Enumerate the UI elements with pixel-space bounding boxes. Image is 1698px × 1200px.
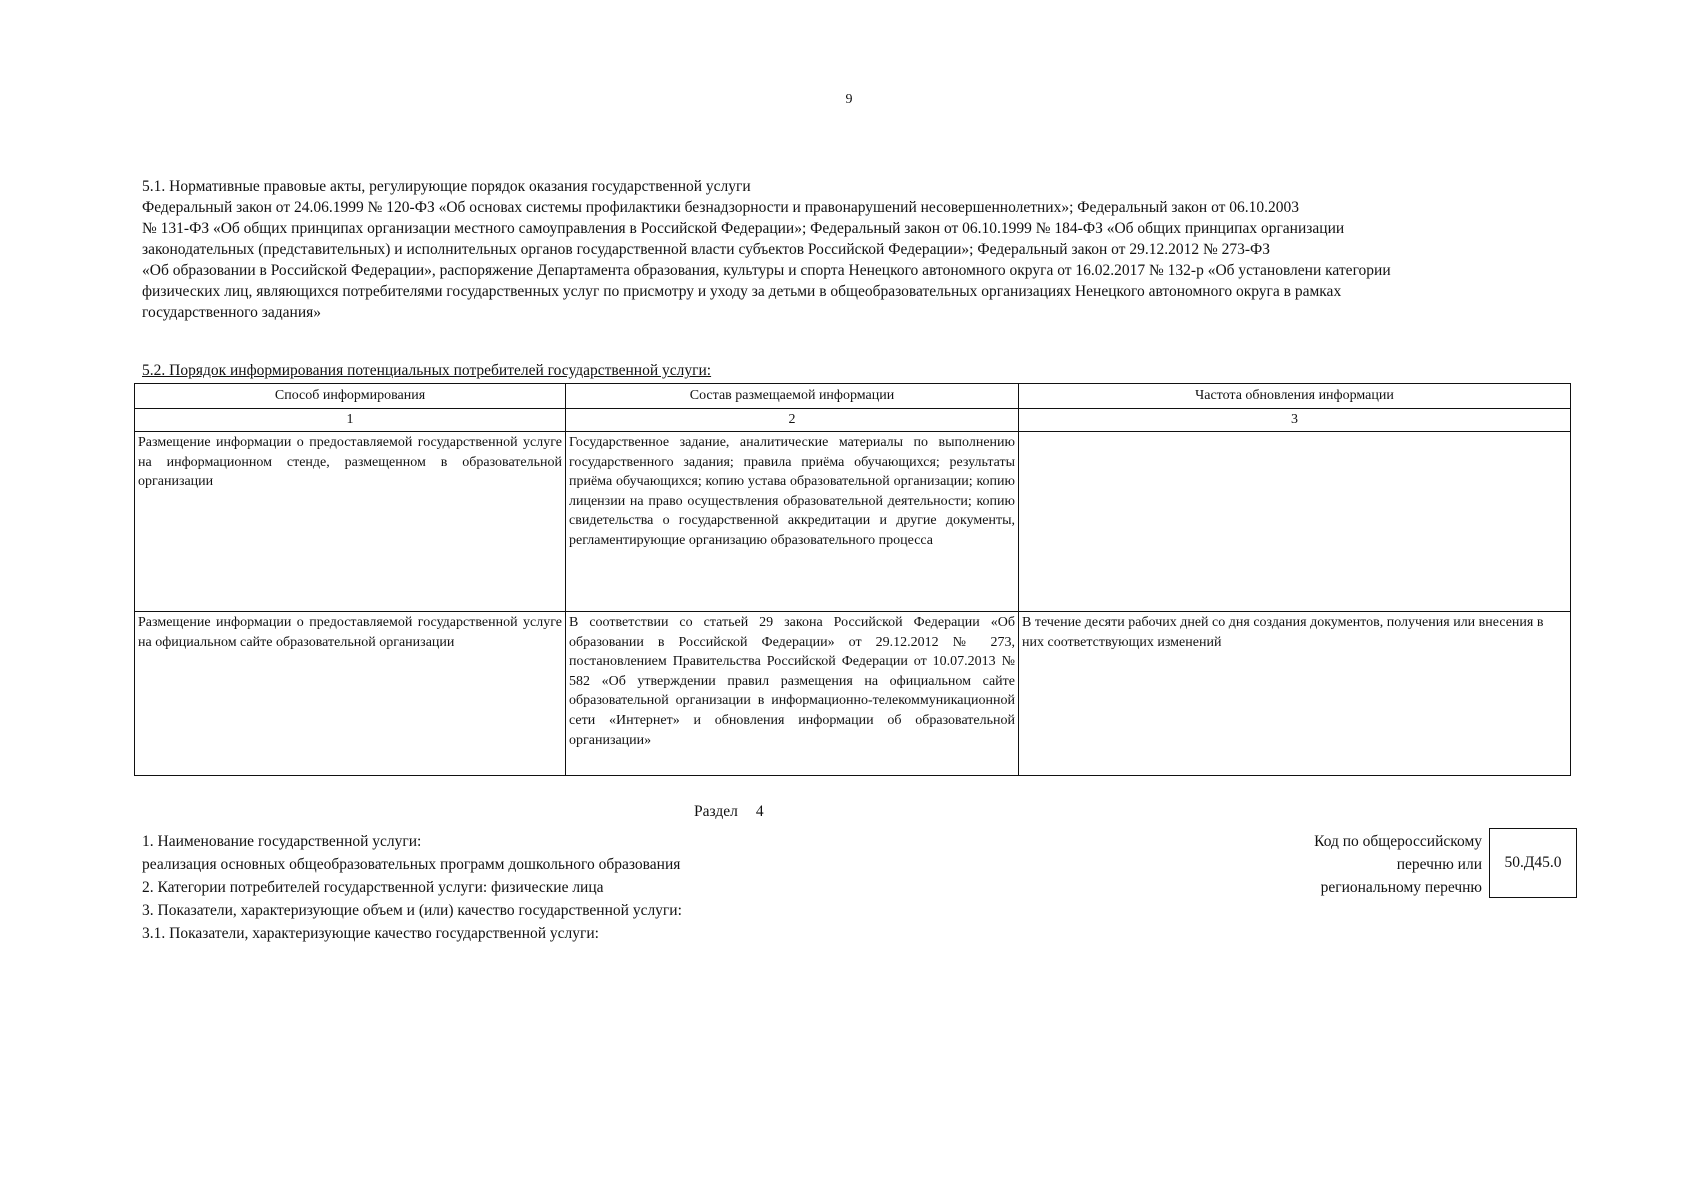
cell-method: Размещение информации о предоставляемой государственной услуге на информационном стенде, размещенном в образовательной организации [135, 432, 566, 612]
section-heading-number: 4 [755, 803, 764, 820]
registry-code-label-line: Код по общероссийскому [1314, 833, 1482, 850]
registry-code-label-line: перечню или [1396, 856, 1482, 873]
registry-code-label-line: региональному перечню [1320, 879, 1482, 896]
service-name-value: реализация основных общеобразовательных программ дошкольного образования [142, 856, 681, 873]
section-5-1 [142, 176, 1582, 323]
registry-code-box: 50.Д45.0 [1489, 828, 1577, 898]
table-row [135, 612, 1571, 776]
consumer-categories: 2. Категории потребителей государственной услуги: физические лица [142, 879, 604, 896]
section-heading-label: Раздел [694, 803, 738, 820]
page-number: 9 [845, 92, 853, 107]
quality-indicators-heading: 3.1. Показатели, характеризующие качество государственной услуги: [142, 925, 599, 942]
cell-frequency: В течение десяти рабочих дней со дня создания документов, получения или внесения в них соответствующих изменений [1019, 612, 1571, 776]
table-header-row [135, 384, 1571, 409]
header-frequency: Частота обновления информации [1019, 384, 1571, 409]
section-5-1-line: «Об образовании в Российской Федерации», распоряжение Департамента образования, культуры и спорта Ненецкого автономного округа от 16.02.2017 № 132-р «Об установлени категории [142, 262, 1391, 279]
cell-content: В соответствии со статьей 29 закона Российской Федерации «Об образовании в Российской Федерации» от 29.12.2012 № 273, постановлением Правительства Российской Федерации от 10.07.2013 № 582 «Об утверждении правил размещения на официальном сайте образовательной организации в информационно-телекоммуникационной сети «Интернет» и обновления информации об образовательной организации» [566, 612, 1019, 776]
section-5-1-title: 5.1. Нормативные правовые акты, регулирующие порядок оказания государственной услуги [142, 178, 751, 195]
service-name-label: 1. Наименование государственной услуги: [142, 833, 422, 850]
header-content: Состав размещаемой информации [566, 384, 1019, 409]
cell-frequency [1019, 432, 1571, 612]
table-number-row [135, 409, 1571, 432]
section-5-1-line: № 131-ФЗ «Об общих принципах организации местного самоуправления в Российской Федерации»; Федеральный закон от 06.10.1999 № 184-ФЗ «Об общих принципах организации [142, 220, 1345, 237]
section-5-2-title: 5.2. Порядок информирования потенциальных потребителей государственной услуги: [142, 362, 712, 379]
information-table [134, 383, 1571, 776]
cell-method: Размещение информации о предоставляемой государственной услуге на официальном сайте образовательной организации [135, 612, 566, 776]
section-4-body [142, 830, 682, 945]
header-method: Способ информирования [135, 384, 566, 409]
column-number: 1 [135, 409, 566, 432]
table-row [135, 432, 1571, 612]
section-5-1-line: физических лиц, являющихся потребителями государственных услуг по присмотру и уходу за детьми в общеобразовательных организациях Ненецкого автономного округа в рамках [142, 283, 1342, 300]
registry-code-label [1200, 830, 1482, 899]
section-5-1-line: государственного задания» [142, 304, 322, 321]
cell-content: Государственное задание, аналитические материалы по выполнению государственного задания; правила приёма обучающихся; результаты приёма обучающихся; копию устава образовательной организации; копию лицензии на право осуществления образовательной деятельности; копию свидетельства о государственной аккредитации и другие документы, регламентирующие организацию образовательного процесса [566, 432, 1019, 612]
column-number: 3 [1019, 409, 1571, 432]
indicators-heading: 3. Показатели, характеризующие объем и (или) качество государственной услуги: [142, 902, 682, 919]
column-number: 2 [566, 409, 1019, 432]
section-5-1-line: законодательных (представительных) и исполнительных органов государственной власти субъектов Российской Федерации»; Федеральный закон от 29.12.2012 № 273-ФЗ [142, 241, 1271, 258]
section-heading [694, 803, 764, 821]
section-5-1-line: Федеральный закон от 24.06.1999 № 120-ФЗ «Об основах системы профилактики безнадзорности и правонарушений несовершеннолетних»; Федеральный закон от 06.10.2003 [142, 199, 1300, 216]
